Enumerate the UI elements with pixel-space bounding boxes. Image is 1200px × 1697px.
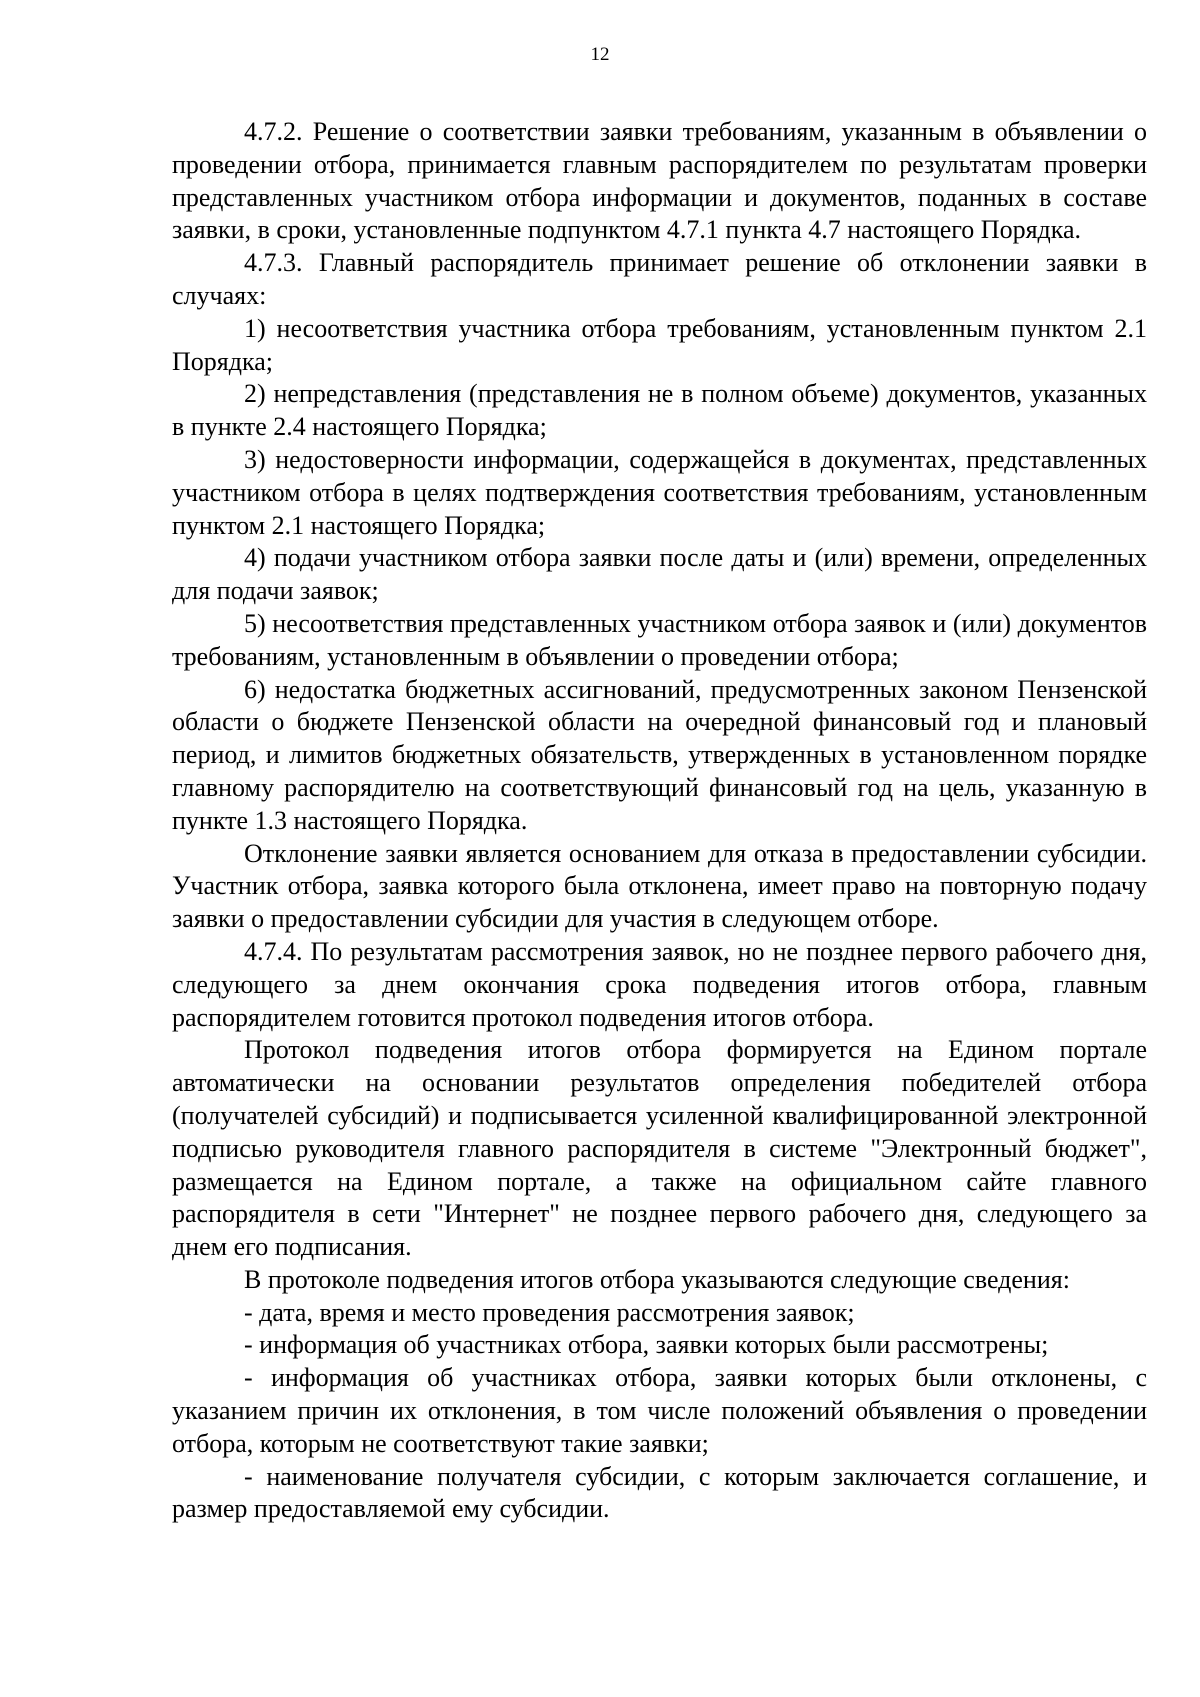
paragraph-4-7-3: 4.7.3. Главный распорядитель принимает решение об отклонении заявки в случаях: <box>172 248 1147 310</box>
page-number: 12 <box>590 44 610 65</box>
paragraph-4-7-4: 4.7.4. По результатам рассмотрения заявок, но не позднее первого рабочего дня, следующего за днем окончания срока подведения итогов отбора, главным распорядителем готовится протокол подведения итогов отбора. <box>172 936 1147 1032</box>
list-item-3: 3) недостоверности информации, содержащейся в документах, представленных участником отбора в целях подтверждения соответствия требованиям, установленным пунктом 2.1 настоящего Порядка; <box>172 444 1147 540</box>
list-item-5: 5) несоответствия представленных участником отбора заявок и (или) документов требованиям, установленным в объявлении о проведении отбора; <box>172 608 1147 671</box>
document-body <box>172 116 1147 1526</box>
list-item-4: 4) подачи участником отбора заявки после даты и (или) времени, определенных для подачи заявок; <box>172 543 1147 606</box>
list-item-6: 6) недостатка бюджетных ассигнований, предусмотренных законом Пензенской области о бюджете Пензенской области на очередной финансовый год и плановый период, и лимитов бюджетных обязательств, утвержденных в установленном порядке главному распорядителю на соответствующий финансовый год на цель, указанную в пункте 1.3 настоящего Порядка. <box>172 674 1147 835</box>
paragraph-protocol: Протокол подведения итогов отбора формируется на Едином портале автоматически на основании результатов определения победителей отбора (получателей субсидий) и подписывается усиленной квалифицированной электронной подписью руководителя главного распорядителя в системе "Электронный бюджет", размещается на Едином портале, а также на официальном сайте главного распорядителя в сети "Интернет" не позднее первого рабочего дня, следующего за днем его подписания. <box>172 1035 1147 1262</box>
paragraph-protocol-contents: В протоколе подведения итогов отбора указываются следующие сведения: <box>244 1264 1070 1294</box>
paragraph-rejection: Отклонение заявки является основанием для отказа в предоставлении субсидии. Участник отбора, заявка которого была отклонена, имеет право на повторную подачу заявки о предоставлении субсидии для участия в следующем отборе. <box>172 838 1147 934</box>
dash-item-recipient: - наименование получателя субсидии, с которым заключается соглашение, и размер предоставляемой ему субсидии. <box>172 1461 1147 1524</box>
dash-item-rejected: - информация об участниках отбора, заявки которых были отклонены, с указанием причин их отклонения, в том числе положений объявления о проведении отбора, которым не соответствуют такие заявки; <box>172 1363 1147 1458</box>
paragraph-4-7-2: 4.7.2. Решение о соответствии заявки требованиям, указанным в объявлении о проведении отбора, принимается главным распорядителем по результатам проверки представленных участником отбора информации и документов, поданных в составе заявки, в сроки, установленные подпунктом 4.7.1 пункта 4.7 настоящего Порядка. <box>172 117 1147 245</box>
dash-item-reviewed: - информация об участниках отбора, заявки которых были рассмотрены; <box>244 1330 1049 1360</box>
list-item-2: 2) непредставления (представления не в полном объеме) документов, указанных в пункте 2.4 настоящего Порядка; <box>172 379 1147 442</box>
list-item-1: 1) несоответствия участника отбора требованиям, установленным пунктом 2.1 Порядка; <box>172 313 1147 376</box>
dash-item-date: - дата, время и место проведения рассмотрения заявок; <box>244 1297 855 1327</box>
